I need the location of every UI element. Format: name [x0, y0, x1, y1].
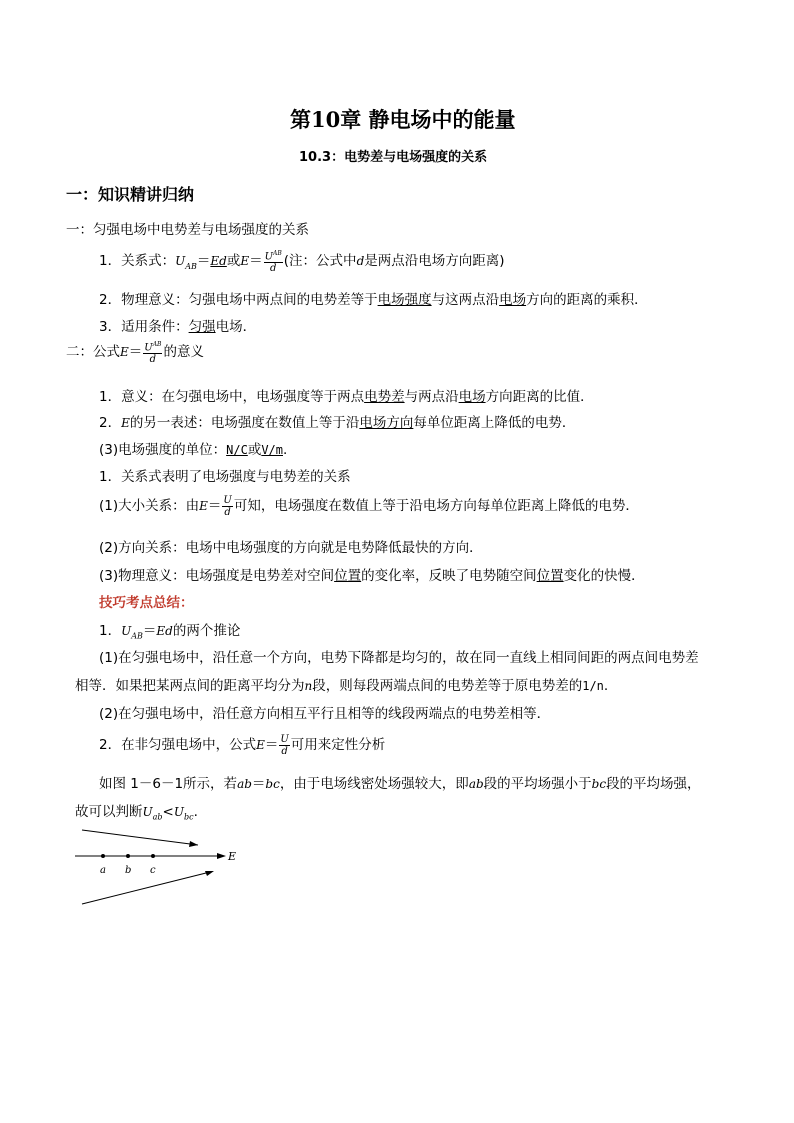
part1-heading: 一：匀强电场中电势差与电场强度的关系: [66, 222, 309, 238]
alt-statement-line: 2．E的另一表述：电场强度在数值上等于沿电场方向每单位距离上降低的电势．: [99, 415, 576, 431]
rate-line: (3)物理意义：电场强度是电势差对空间位置的变化率，反映了电势随空间位置变化的快慢．: [99, 568, 645, 584]
label-c: c: [150, 865, 156, 876]
relation-formula-line: 1．关系式：$U_{AB}=Ed$或E＝ $\frac{U^{AB}}{d}$ (注：公式中d是两点沿电场方向距离): [99, 250, 505, 275]
condition-line: 3．适用条件：匀强电场．: [99, 319, 257, 335]
point-b: [126, 854, 130, 858]
section-heading: 一：知识精讲归纳: [66, 185, 195, 204]
formula-fraction: $\frac{U}{d}$: [280, 733, 289, 757]
part2-heading: 二：公式E＝ $\frac{U^{AB}}{d}$ 的意义: [66, 341, 204, 366]
meaning-line: 1．意义：在匀强电场中，电场强度等于两点电势差与两点沿电场方向距离的比值．: [99, 389, 594, 405]
arrow-head-middle: [217, 853, 226, 859]
conclusion-line: 故可以判断$U_{ab}<U_{bc}$.: [75, 804, 198, 822]
label-a: a: [100, 865, 106, 876]
field-line-bottom: [82, 872, 210, 904]
relation-line: 1．关系式表明了电场强度与电势差的关系: [99, 469, 351, 485]
arrow-head-bottom: [205, 871, 214, 876]
formula-fraction: $\frac{U^{AB}}{d}$: [264, 250, 282, 275]
example-line: 如图 1－6－1所示，若ab＝bc，由于电场线密处场强较大，即ab段的平均场强小于bc段的平均场强，: [99, 776, 701, 792]
point-c: [151, 854, 155, 858]
formula-fraction: $\frac{U}{d}$: [223, 494, 232, 518]
tips-heading: 技巧考点总结：: [99, 595, 194, 611]
corollary1-line: (1)在匀强电场中，沿任意一个方向，电势下降都是均匀的，故在同一直线上相同间距的两点间电势差: [99, 650, 699, 666]
nonuniform-line: 2．在非匀强电场中，公式E＝ $\frac{U}{d}$ 可用来定性分析: [99, 733, 386, 757]
arrow-head-top: [189, 841, 198, 847]
direction-line: (2)方向关系：电场中电场强度的方向就是电势降低最快的方向．: [99, 540, 483, 556]
point-a: [101, 854, 105, 858]
corollary2-line: (2)在匀强电场中，沿任意方向相互平行且相等的线段两端点的电势差相等．: [99, 706, 551, 722]
field-line-top: [82, 830, 198, 845]
label-E: E: [228, 850, 237, 863]
formula-fraction: $\frac{U^{AB}}{d}$: [144, 341, 162, 366]
magnitude-line: (1)大小关系：由E＝ $\frac{U}{d}$ 可知，电场强度在数值上等于沿电场方向每单位距离上降低的电势．: [99, 494, 639, 518]
corollary1-cont-line: 相等．如果把某两点间的距离平均分为n段，则每段两端点间的电势差等于原电势差的1/n.: [75, 678, 609, 694]
page-title: 第10章 静电场中的能量: [290, 107, 516, 132]
page-subtitle: 10.3：电势差与电场强度的关系: [299, 150, 488, 165]
field-line-figure: [70, 825, 250, 910]
corollary-line: 1．$U_{AB}=Ed$的两个推论: [99, 623, 241, 641]
physical-meaning-line: 2．物理意义：匀强电场中两点间的电势差等于电场强度与这两点沿电场方向的距离的乘积．: [99, 292, 648, 308]
label-b: b: [125, 865, 132, 876]
unit-line: (3)电场强度的单位：N/C或V/m.: [99, 442, 288, 458]
